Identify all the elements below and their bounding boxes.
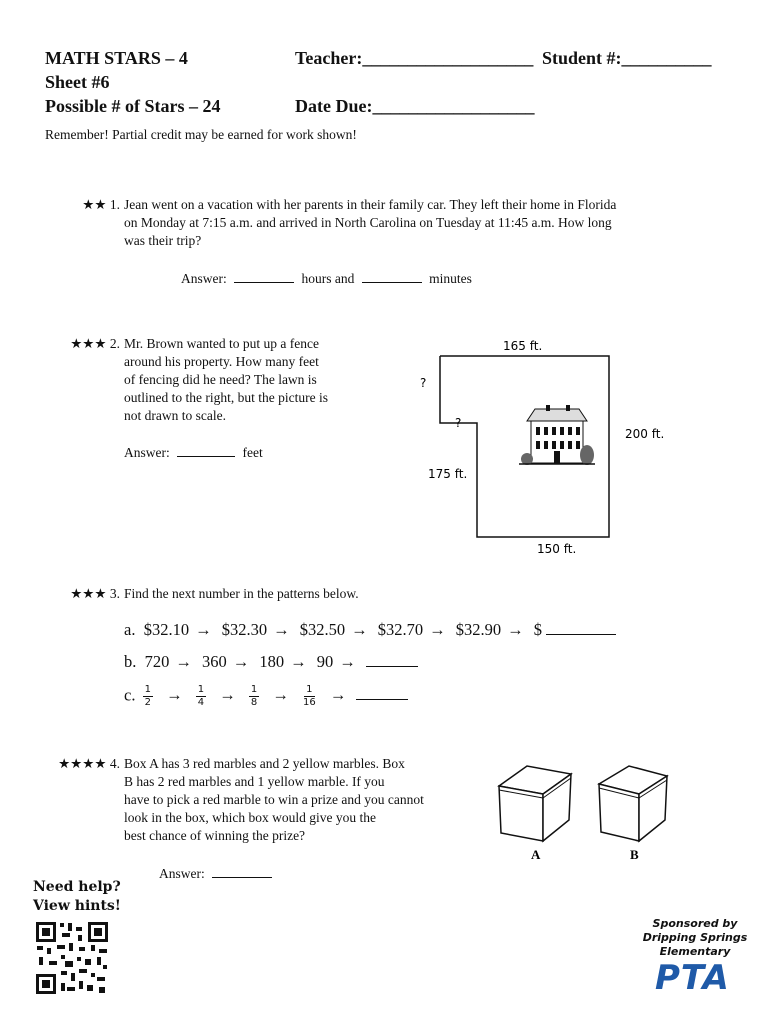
help-line: Need help?	[33, 879, 121, 895]
fraction-numerator: 1	[250, 684, 258, 695]
arrow-icon: →	[429, 620, 446, 639]
pattern-b-label: b.	[124, 652, 137, 671]
fraction-numerator: 1	[144, 684, 151, 695]
arrow-icon: →	[219, 685, 236, 705]
partial-credit-reminder: Remember! Partial credit may be earned for work shown!	[45, 127, 357, 142]
fraction	[249, 684, 259, 709]
box-b-label: B	[630, 847, 639, 862]
q4-answer-blank[interactable]	[212, 863, 272, 878]
arrow-icon: →	[329, 685, 347, 705]
q1-line: on Monday at 7:15 a.m. and arrived in North Carolina on Tuesday at 11:45 a.m. How long	[124, 215, 612, 230]
sheet-number: Sheet #6	[45, 72, 110, 92]
worksheet-title: MATH STARS – 4	[45, 48, 188, 68]
q4-stars: ★★★★ 4.	[58, 756, 120, 771]
q4-line: look in the box, which box would give you the	[124, 810, 376, 825]
q1-answer-label: Answer:	[181, 271, 227, 286]
q1-hours-label: hours and	[301, 271, 355, 286]
q4-answer-label: Answer:	[159, 866, 205, 881]
arrow-icon: →	[290, 652, 307, 671]
q3-text: Find the next number in the patterns below.	[124, 586, 359, 601]
student-number-field[interactable]: Student #:__________	[542, 48, 712, 68]
q2-line: Mr. Brown wanted to put up a fence	[124, 336, 319, 351]
pattern-term: $32.50	[299, 620, 346, 639]
q1-line: Jean went on a vacation with her parents in their family car. They left their home in Florida	[124, 197, 617, 212]
pattern-c-blank[interactable]	[356, 685, 408, 700]
fraction-numerator: 1	[306, 684, 313, 695]
fraction-denominator: 4	[197, 697, 205, 708]
box-a-label: A	[531, 847, 541, 862]
arrow-icon: →	[351, 620, 368, 639]
pattern-term: $32.10	[143, 620, 190, 639]
q2-line: outlined to the right, but the picture is	[124, 390, 328, 405]
pattern-term: $	[533, 620, 542, 639]
q1-stars: ★★ 1.	[82, 197, 120, 212]
pattern-term: 720	[144, 652, 170, 671]
q2-answer-label: Answer:	[124, 445, 170, 460]
sponsor-line: Dripping Springs	[642, 931, 748, 944]
label-bottom: 150 ft.	[537, 542, 577, 556]
sponsor-line: Sponsored by	[652, 917, 738, 930]
q2-line: around his property. How many feet	[124, 354, 319, 369]
pattern-a-label: a.	[124, 620, 136, 639]
marble-boxes	[490, 760, 690, 865]
q4-line: best chance of winning the prize?	[124, 828, 306, 843]
q1-minutes-blank[interactable]	[362, 268, 422, 283]
q4-line: Box A has 3 red marbles and 2 yellow marbles. Box	[124, 756, 405, 771]
pattern-b-blank[interactable]	[366, 652, 418, 667]
box-b-icon	[599, 766, 667, 841]
pattern-term: 360	[202, 652, 227, 671]
box-a-icon	[499, 766, 571, 841]
help-line: View hints!	[33, 898, 121, 914]
arrow-icon: →	[339, 652, 356, 671]
fraction-denominator: 8	[250, 697, 258, 708]
fraction-denominator: 16	[302, 697, 316, 708]
pattern-term: $32.90	[455, 620, 502, 639]
pattern-term: $32.30	[221, 620, 268, 639]
label-left-unknown: ?	[420, 376, 427, 390]
pattern-term: 180	[259, 652, 285, 671]
pattern-a-blank[interactable]	[546, 620, 616, 635]
q1-line: was their trip?	[124, 233, 202, 248]
q1-hours-blank[interactable]	[234, 268, 294, 283]
lawn-diagram	[415, 335, 685, 560]
pattern-c	[124, 684, 408, 709]
q4-answer-row	[159, 863, 272, 883]
sponsor-text	[640, 917, 750, 959]
arrow-icon: →	[166, 685, 183, 705]
date-due-field[interactable]: Date Due:__________________	[295, 96, 535, 116]
arrow-icon: →	[175, 652, 192, 671]
label-left-lower: 175 ft.	[428, 467, 468, 481]
fraction-numerator: 1	[197, 684, 205, 695]
arrow-icon: →	[195, 620, 212, 639]
teacher-field[interactable]: Teacher:___________________	[295, 48, 534, 68]
q2-answer-row	[124, 442, 263, 462]
label-inner-unknown: ?	[455, 416, 462, 430]
pattern-term: 90	[316, 652, 334, 671]
fraction	[302, 684, 317, 709]
pattern-b	[124, 651, 418, 673]
label-right: 200 ft.	[625, 427, 665, 441]
q1-answer-row	[181, 268, 472, 288]
possible-stars: Possible # of Stars – 24	[45, 96, 221, 116]
q2-line: of fencing did he need? The lawn is	[124, 372, 317, 387]
fraction	[143, 684, 153, 709]
help-text	[33, 878, 121, 916]
fraction	[196, 684, 206, 709]
sponsor-line: Elementary	[659, 945, 731, 958]
qr-code-icon[interactable]	[35, 921, 109, 995]
q4-line: have to pick a red marble to win a prize and you cannot	[124, 792, 424, 807]
pta-logo: PTA	[655, 958, 730, 998]
arrow-icon: →	[272, 685, 289, 705]
q4-text	[124, 755, 474, 845]
q1-minutes-label: minutes	[429, 271, 472, 286]
q2-answer-blank[interactable]	[177, 442, 235, 457]
arrow-icon: →	[507, 620, 524, 639]
q2-line: not drawn to scale.	[124, 408, 226, 423]
arrow-icon: →	[273, 620, 290, 639]
pattern-a	[124, 619, 616, 641]
pattern-term: $32.70	[377, 620, 424, 639]
house-icon	[519, 405, 595, 465]
arrow-icon: →	[232, 652, 250, 671]
fraction-denominator: 2	[144, 697, 151, 708]
label-top: 165 ft.	[503, 339, 543, 353]
q1-text	[124, 196, 724, 250]
q4-line: B has 2 red marbles and 1 yellow marble. If you	[124, 774, 385, 789]
q2-unit: feet	[242, 445, 263, 460]
q3-stars: ★★★ 3.	[70, 586, 120, 601]
pattern-c-label: c.	[124, 685, 136, 705]
q2-stars: ★★★ 2.	[70, 336, 120, 351]
q2-text	[124, 335, 364, 425]
